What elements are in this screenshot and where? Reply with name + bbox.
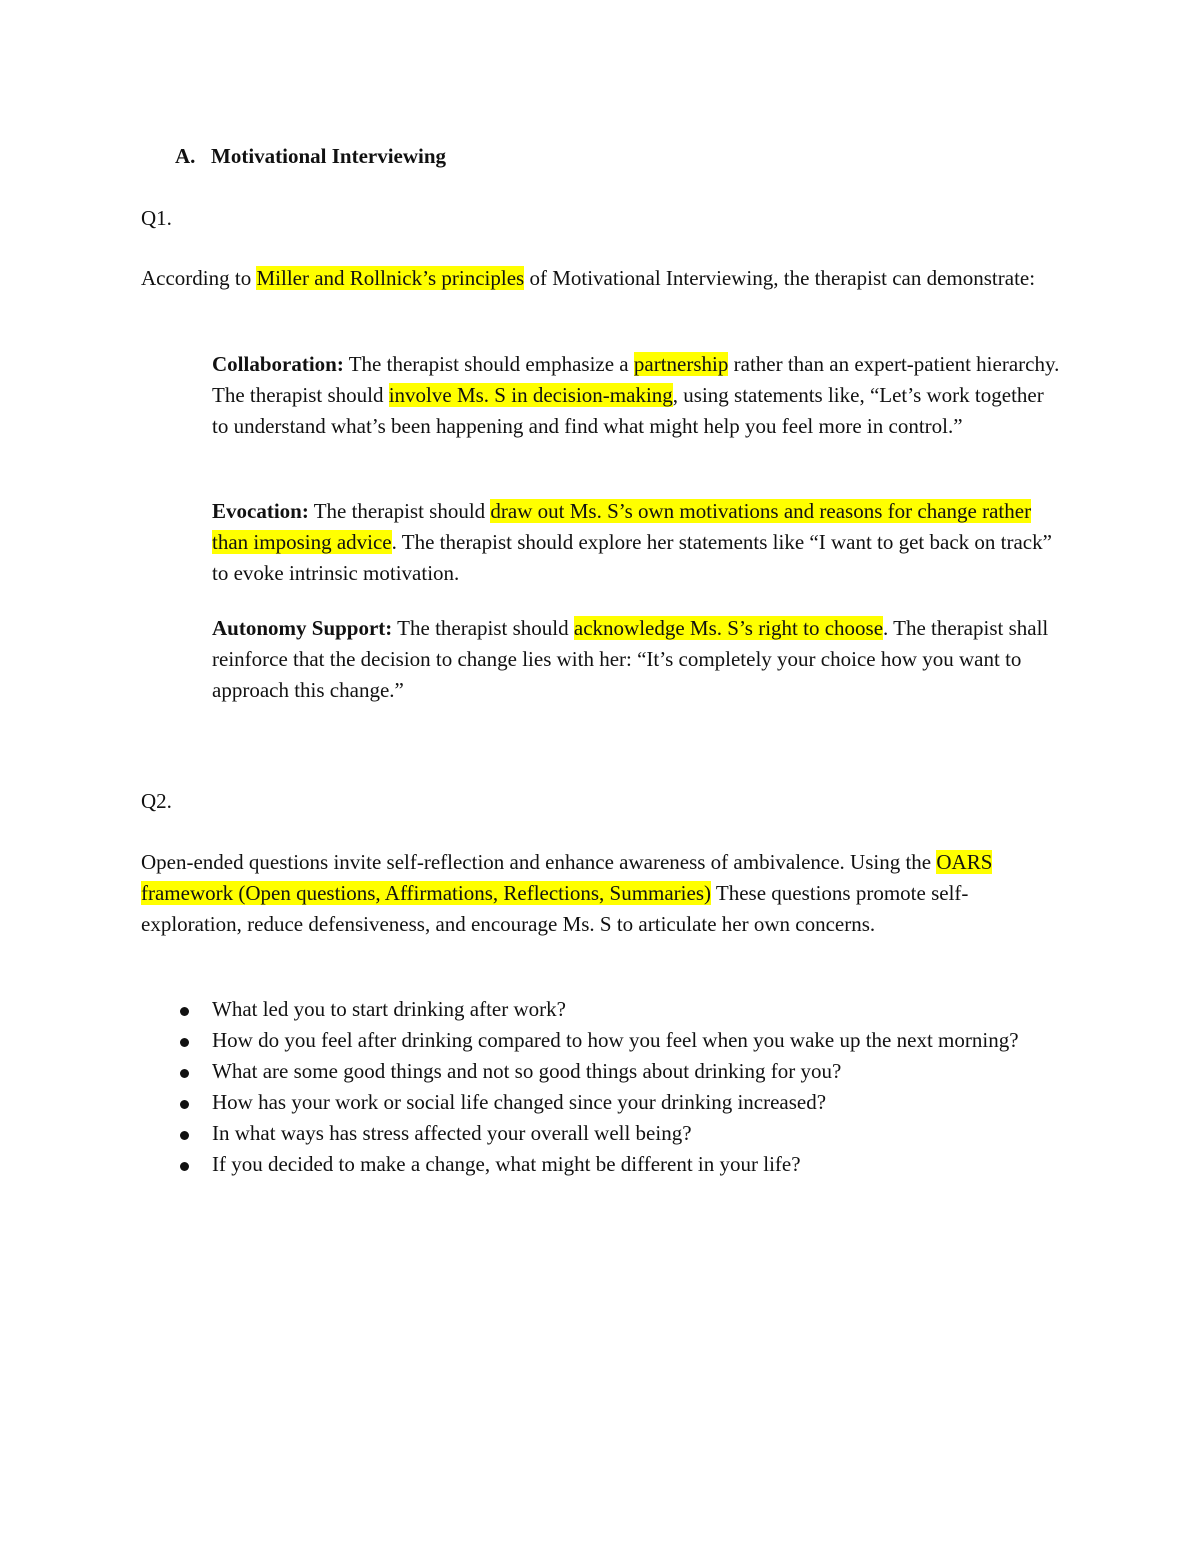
- autonomy-paragraph: [212, 613, 1062, 706]
- autonomy-term: Autonomy Support:: [212, 616, 393, 640]
- collaboration-term: Collaboration:: [212, 352, 344, 376]
- list-item: [141, 1087, 1041, 1118]
- bullet-icon: [180, 1069, 189, 1078]
- evocation-text-2: . The therapist should explore her statements like “I want to get back on track” to evoke intrinsic motivation.: [212, 530, 1052, 585]
- evocation-highlight: draw out Ms. S’s own motivations and reasons for change rather than imposing advice: [212, 499, 1032, 554]
- evocation-paragraph: [212, 496, 1062, 589]
- collaboration-text-1: The therapist should emphasize a: [343, 352, 634, 376]
- section-title: Motivational Interviewing: [211, 144, 447, 168]
- list-item-text: How has your work or social life changed since your drinking increased?: [212, 1090, 827, 1114]
- collaboration-text-2: rather than an expert-patient hierarchy. The therapist should: [212, 352, 1060, 407]
- bullet-icon: [180, 1131, 189, 1140]
- bullet-icon: [180, 1100, 189, 1109]
- evocation-text-1: The therapist should: [308, 499, 491, 523]
- collaboration-highlight-2: involve Ms. S in decision-making: [388, 383, 673, 407]
- collaboration-paragraph: [212, 349, 1062, 442]
- autonomy-highlight: acknowledge Ms. S’s right to choose: [573, 616, 884, 640]
- collaboration-highlight-1: partnership: [633, 352, 729, 376]
- q1-intro: [141, 263, 1061, 294]
- q1-intro-highlight: Miller and Rollnick’s principles: [256, 266, 525, 290]
- list-item-text: What are some good things and not so good things about drinking for you?: [212, 1059, 842, 1083]
- list-item: [141, 1056, 1041, 1087]
- open-questions-list: [141, 994, 1041, 1180]
- list-item: [141, 1118, 1041, 1149]
- bullet-icon: [180, 1162, 189, 1171]
- list-item-text: If you decided to make a change, what might be different in your life?: [212, 1152, 801, 1176]
- evocation-term: Evocation:: [212, 499, 309, 523]
- q2-intro: [141, 847, 1061, 940]
- list-item-text: In what ways has stress affected your overall well being?: [212, 1121, 692, 1145]
- q2-label: Q2.: [141, 789, 172, 813]
- list-item: [141, 1149, 1041, 1180]
- autonomy-text-2: . The therapist shall reinforce that the decision to change lies with her: “It’s completely your choice how you want to approach this change.”: [212, 616, 1049, 702]
- section-letter: A.: [175, 144, 196, 168]
- list-item: [141, 1025, 1041, 1056]
- q2-intro-text-2: These questions promote self-exploration, reduce defensiveness, and encourage Ms. S to articulate her own concerns.: [141, 881, 969, 936]
- list-item: [141, 994, 1041, 1025]
- autonomy-text-1: The therapist should: [392, 616, 574, 640]
- bullet-icon: [180, 1007, 189, 1016]
- q2-intro-highlight: OARS framework (Open questions, Affirmations, Reflections, Summaries): [141, 850, 993, 905]
- list-item-text: What led you to start drinking after work?: [212, 997, 566, 1021]
- bullet-icon: [180, 1038, 189, 1047]
- collaboration-text-3: , using statements like, “Let’s work together to understand what’s been happening and find what might help you feel more in control.”: [212, 383, 1044, 438]
- q1-label: Q1.: [141, 206, 172, 230]
- q2-intro-text-1: Open-ended questions invite self-reflection and enhance awareness of ambivalence. Using the: [141, 850, 937, 874]
- q1-intro-text: According to: [141, 266, 257, 290]
- section-heading: [175, 141, 446, 172]
- q1-intro-text-end: of Motivational Interviewing, the therapist can demonstrate:: [524, 266, 1036, 290]
- list-item-text: How do you feel after drinking compared to how you feel when you wake up the next morning?: [212, 1028, 1019, 1052]
